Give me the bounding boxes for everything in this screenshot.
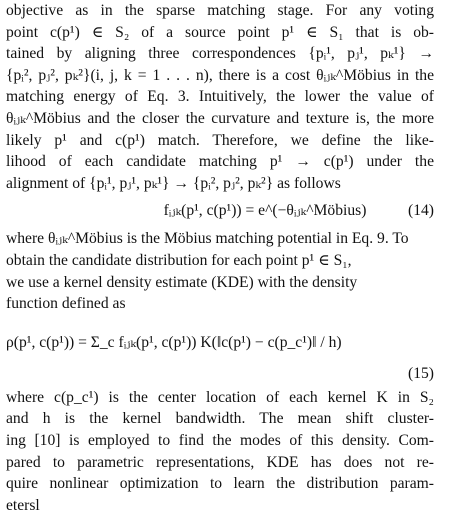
p3-line-1: where c(p_c¹) is the center location of each kernel K in S₂ (6, 388, 434, 406)
equation-14 (6, 197, 434, 225)
p1-line-9: alignment of {pᵢ¹, pⱼ¹, pₖ¹} → {pᵢ², pⱼ², pₖ²} as follows (6, 174, 341, 192)
p1-line-2: point c(p¹) ∈ S₂ of a source point p¹ ∈ S₁ that is ob- (6, 23, 434, 41)
paragraph-3 (6, 387, 434, 517)
p1-line-6: θᵢⱼₖ^Möbius and the closer the curvature and texture is, the more (6, 109, 434, 127)
p3-line-5: quire nonlinear optimization to learn the distribution param- (6, 475, 434, 493)
equation-15-number: (15) (408, 364, 434, 382)
equation-14-body: fᵢⱼₖ(p¹, c(p¹)) = e^(−θᵢⱼₖ^Möbius) (163, 202, 367, 220)
p3-line-2: and h is the kernel bandwidth. The mean shift cluster- (6, 410, 434, 428)
equation-15 (6, 319, 434, 385)
p1-line-7: likely p¹ and c(p¹) match. Therefore, we define the like- (6, 131, 434, 149)
p2-line-4: function defined as (6, 295, 126, 313)
paper-page (6, 0, 434, 516)
p3-line-4: pared to parametric representations, KDE has does not re- (6, 453, 434, 471)
p3-line-3: ing [10] is employed to find the modes of this density. Com- (6, 431, 434, 449)
equation-14-number: (14) (408, 202, 434, 220)
p1-line-3: tained by aligning three correspondences {pᵢ¹, pⱼ¹, pₖ¹} → (6, 45, 434, 63)
paragraph-2 (6, 228, 434, 314)
p2-line-3: we use a kernel density estimate (KDE) with the density (6, 273, 358, 291)
p2-line-1: where θᵢⱼₖ^Möbius is the Möbius matching potential in Eq. 9. To (6, 230, 409, 248)
paragraph-1 (6, 0, 434, 194)
p1-line-1: objective as in the sparse matching stage. For any voting (6, 2, 434, 19)
p2-line-2: obtain the candidate distribution for each point p¹ ∈ S₁, (6, 251, 352, 269)
p1-line-8: lihood of each candidate matching p¹ → c(p¹) under the (6, 153, 434, 171)
p3-line-6: etersl (6, 496, 40, 514)
p1-line-4: {pᵢ², pⱼ², pₖ²}(i, j, k = 1 . . . n), there is a cost θᵢⱼₖ^Möbius in the (6, 66, 434, 84)
p1-line-5: matching energy of Eq. 3. Intuitively, the lower the value of (6, 88, 434, 106)
equation-15-body: ρ(p¹, c(p¹)) = Σ_c fᵢⱼₖ(p¹, c(p¹)) K(‖c(p¹) − c(p_c¹)‖ / h) (6, 333, 342, 351)
